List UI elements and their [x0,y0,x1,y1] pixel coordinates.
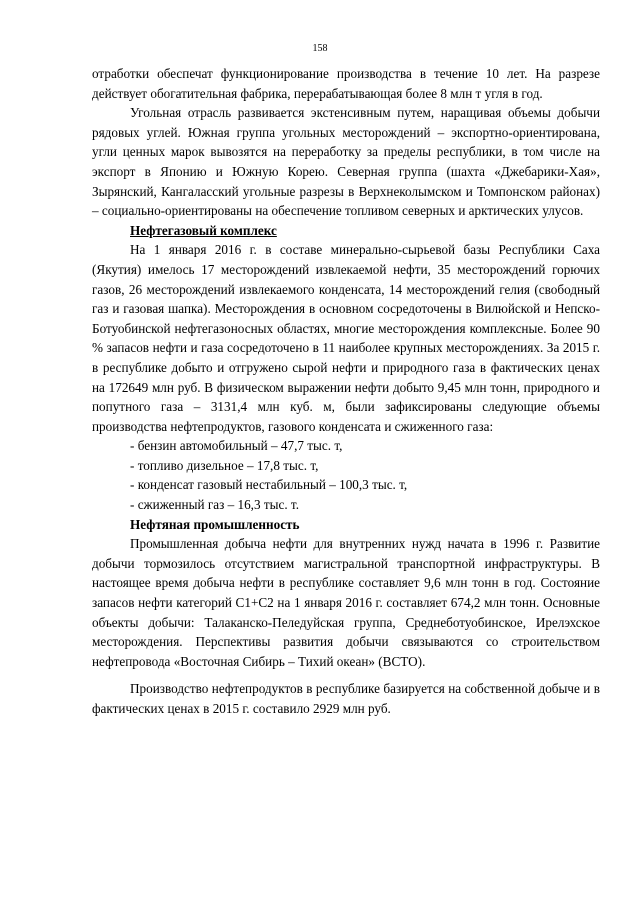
list-item: - конденсат газовый нестабильный – 100,3 тыс. т, [130,477,408,493]
list-item: - бензин автомобильный – 47,7 тыс. т, [130,438,343,454]
paragraph-oil-products: Производство нефтепродуктов в республике базируется на собственной добыче и в фактических ценах в 2015 г. составило 2929 млн руб. [92,681,600,716]
section-heading-oil-gas [92,221,600,241]
paragraph-coal-industry: Угольная отрасль развивается экстенсивным путем, наращивая объемы добычи рядовых углей. Южная группа угольных месторождений – экспортно-ориентирована, угли ценных марок вывозятся на переработку за пределы республики, в том числе на экспорт в Японию и Южную Корею. Северная группа (шахта «Джебарики-Хая», Зырянский, Кангаласский угольные разрезы в Верхнеколымском и Томпонском районах) – социально-ориентированы на обеспечение топливом северных и арктических улусов. [92,105,600,219]
paragraph-oil-gas-reserves: На 1 января 2016 г. в составе минерально-сырьевой базы Республики Саха (Якутия) имелось 17 месторождений извлекаемой нефти, 35 месторождений горючих газов, 26 месторождений извлекаемого конденсата, 14 месторождений гелия (свободный газ и газовая шапка). Месторождения в основном сосредоточены в Вилюйской и Непско-Ботуобинской нефтегазоносных областях, многие месторождения комплексные. Более 90 % запасов нефти и газа сосредоточено в 11 наиболее крупных месторождениях. За 2015 г. в республике добыто и отгружено сырой нефти и природного газа в фактических ценах на 172649 млн руб. В физическом выражении нефти добыто 9,45 млн тонн, природного и попутного газа – 3131,4 млн куб. м, были зафиксированы следующие объемы производства нефтепродуктов, газового конденсата и сжиженного газа: [92,242,600,434]
list-item: - топливо дизельное – 17,8 тыс. т, [130,457,319,473]
section-heading-oil-gas-text: Нефтегазовый комплекс [130,222,277,238]
paragraph-coal-processing: отработки обеспечат функционирование производства в течение 10 лет. На разрезе действует обогатительная фабрика, перерабатывающая более 8 млн т угля в год. [92,66,600,101]
section-heading-oil-industry: Нефтяная промышленность [130,516,300,532]
paragraph-oil-production: Промышленная добыча нефти для внутренних нужд начата в 1996 г. Развитие добычи тормозилось отсутствием магистральной транспортной инфраструктуры. В настоящее время добыча нефти в республике составляет 9,6 млн тонн в год. Состояние запасов нефти категорий С1+С2 на 1 января 2016 г. составляет 674,2 млн тонн. Основные объекты добычи: Талаканско-Пеледуйская группа, Среднеботуобинское, Ирелэхское месторождения. Перспективы развития добычи связываются со строительством нефтепровода «Восточная Сибирь – Тихий океан» (ВСТО). [92,536,600,669]
page-number: 158 [312,43,328,54]
page-content [92,64,600,719]
list-item: - сжиженный газ – 16,3 тыс. т. [130,497,300,513]
